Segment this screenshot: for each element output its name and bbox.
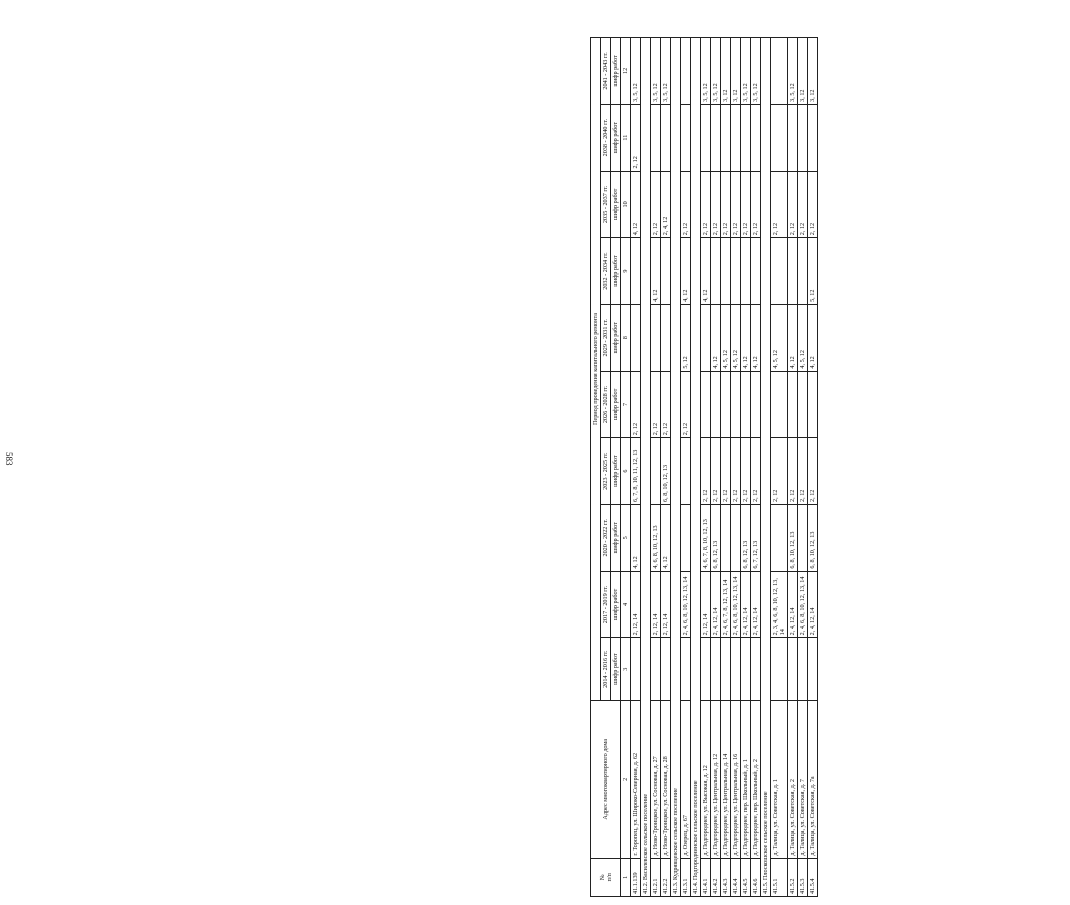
work-code-cell: 2, 12: [788, 171, 798, 238]
work-code-cell: [681, 438, 691, 505]
work-code-cell: 2, 12: [711, 171, 721, 238]
header-column-number: 1: [621, 858, 631, 896]
work-code-cell: 6, 8, 12, 13: [741, 504, 751, 571]
work-code-cell: [808, 104, 818, 171]
header-column-number: 6: [621, 438, 631, 505]
header-column-number: 9: [621, 238, 631, 305]
work-code-cell: 2, 12: [731, 171, 741, 238]
section-title: 41.5. Плоскошское сельское поселение: [761, 38, 771, 897]
header-subheader: шифр работ: [611, 38, 621, 105]
work-code-cell: 3, 12: [731, 38, 741, 105]
section-title: 41.2. Василевское сельское поселение: [641, 38, 651, 897]
table-row: [808, 38, 818, 897]
work-code-cell: [771, 238, 788, 305]
row-address: д. Талица, ул. Советская, д. 2: [788, 700, 798, 858]
header-period: 2035 - 2037 гг.: [601, 171, 611, 238]
work-code-cell: [798, 104, 808, 171]
row-address: г. Торопец, ул. Широко-Северная, д. 62: [631, 700, 641, 858]
work-code-cell: 4, 12: [741, 304, 751, 371]
work-code-cell: 6, 7, 8, 10, 11, 12, 13: [631, 438, 641, 505]
table-row: [731, 38, 741, 897]
work-code-cell: 2, 4, 6, 8, 10, 12, 13, 14: [681, 571, 691, 638]
work-code-cell: 3, 5, 12: [751, 38, 761, 105]
row-number: 41.5.2: [788, 858, 798, 896]
work-code-cell: 6, 8, 10, 12, 13: [788, 504, 798, 571]
row-number: 41.5.1: [771, 858, 788, 896]
row-address: д. Подгороднее, пер. Школьный, д. 1: [741, 700, 751, 858]
rotated-document: [590, 37, 1070, 897]
work-code-cell: 5, 12: [681, 304, 691, 371]
work-code-cell: 2, 12: [741, 438, 751, 505]
page-number: 583: [4, 452, 14, 466]
header-column-number: 2: [621, 700, 631, 858]
work-code-cell: 2, 12: [631, 371, 641, 438]
work-code-cell: 4, 12: [751, 304, 761, 371]
work-code-cell: [701, 104, 711, 171]
work-code-cell: [681, 38, 691, 105]
work-code-cell: [788, 638, 798, 701]
row-address: д. Подгороднее, ул. Центральная, д. 12: [711, 700, 721, 858]
work-code-cell: [681, 504, 691, 571]
row-number: 41.2.2: [661, 858, 671, 896]
table-row: [741, 38, 751, 897]
header-period: 2032 - 2034 гг.: [601, 238, 611, 305]
work-code-cell: 4, 12: [631, 171, 641, 238]
work-code-cell: [798, 504, 808, 571]
work-code-cell: [798, 638, 808, 701]
work-code-cell: [731, 504, 741, 571]
row-address: д. Подгороднее, ул. Центральная, д. 16: [731, 700, 741, 858]
table-row: [721, 38, 731, 897]
work-code-cell: [651, 638, 661, 701]
section-title: 41.3. Кудрявцевское сельское поселение: [671, 38, 681, 897]
work-code-cell: [651, 438, 661, 505]
work-code-cell: 2, 4, 12, 14: [741, 571, 751, 638]
work-code-cell: 2, 12: [721, 438, 731, 505]
work-code-cell: 2, 4, 12, 14: [711, 571, 721, 638]
work-code-cell: 2, 12: [681, 171, 691, 238]
work-code-cell: 4, 5, 12: [721, 304, 731, 371]
header-period: 2026 - 2028 гг.: [601, 371, 611, 438]
work-code-cell: 2, 12: [741, 171, 751, 238]
work-code-cell: [741, 238, 751, 305]
work-code-cell: 2, 12, 14: [631, 571, 641, 638]
work-code-cell: [681, 104, 691, 171]
work-code-cell: [771, 371, 788, 438]
work-code-cell: 2, 12: [808, 438, 818, 505]
header-column-numbers-row: [621, 38, 631, 897]
work-code-cell: 2, 12: [798, 438, 808, 505]
work-code-cell: 2, 12: [651, 371, 661, 438]
work-code-cell: 4, 6, 7, 8, 10, 12, 13: [701, 504, 711, 571]
table-row: [751, 38, 761, 897]
row-number: 41.4.6: [751, 858, 761, 896]
work-code-cell: 2, 12: [711, 438, 721, 505]
work-code-cell: [741, 104, 751, 171]
header-period: 2041 - 2043 гг.: [601, 38, 611, 105]
work-code-cell: [661, 104, 671, 171]
work-code-cell: 3, 5, 12: [741, 38, 751, 105]
row-address: д. Подгороднее, пер. Школьный, д. 2: [751, 700, 761, 858]
header-subheader: шифр работ: [611, 304, 621, 371]
work-code-cell: 3, 5, 12: [631, 38, 641, 105]
work-code-cell: [771, 104, 788, 171]
table-row: [701, 38, 711, 897]
table-row: [651, 38, 661, 897]
work-code-cell: [731, 638, 741, 701]
row-number: 41.3.1: [681, 858, 691, 896]
work-code-cell: [751, 638, 761, 701]
work-code-cell: [661, 304, 671, 371]
work-code-cell: [771, 504, 788, 571]
row-number: 41.4.2: [711, 858, 721, 896]
work-code-cell: 4, 12: [661, 504, 671, 571]
work-code-cell: [788, 371, 798, 438]
work-code-cell: 2, 12: [808, 171, 818, 238]
header-address: Адрес многоквартирного дома: [591, 700, 621, 858]
work-code-cell: [701, 638, 711, 701]
work-code-cell: 3, 5, 12: [651, 38, 661, 105]
work-code-cell: 4, 5, 12: [798, 304, 808, 371]
work-code-cell: 2, 12, 14: [661, 571, 671, 638]
work-code-cell: 3, 12: [721, 38, 731, 105]
table-row: [631, 38, 641, 897]
work-code-cell: [631, 638, 641, 701]
work-code-cell: 2, 12: [771, 171, 788, 238]
work-code-cell: 2, 12: [788, 438, 798, 505]
row-number: 41.4.5: [741, 858, 751, 896]
work-code-cell: [741, 638, 751, 701]
work-code-cell: 6, 8, 10, 12, 13: [808, 504, 818, 571]
work-code-cell: 2, 12: [751, 171, 761, 238]
work-code-cell: 2, 4, 6, 8, 10, 12, 13, 14: [731, 571, 741, 638]
table-row: [788, 38, 798, 897]
work-code-cell: 4, 12: [701, 238, 711, 305]
work-code-cell: [788, 238, 798, 305]
work-code-cell: [721, 238, 731, 305]
work-code-cell: 6, 8, 12, 13: [711, 504, 721, 571]
table-header: [591, 38, 631, 897]
work-code-cell: 4, 12: [788, 304, 798, 371]
work-code-cell: [701, 304, 711, 371]
work-code-cell: [771, 38, 788, 105]
table-row: [771, 38, 788, 897]
work-code-cell: [651, 104, 661, 171]
header-period: 2038 - 2040 гг.: [601, 104, 611, 171]
header-period: 2023 - 2025 гг.: [601, 438, 611, 505]
row-address: д. Ново-Троицкое, ул. Сосновая, д. 28: [661, 700, 671, 858]
row-number: 41.5.4: [808, 858, 818, 896]
work-code-cell: 2, 12: [631, 104, 641, 171]
work-code-cell: 2, 4, 12, 14: [808, 571, 818, 638]
header-period: 2014 - 2016 гг.: [601, 638, 611, 701]
header-period: 2017 - 2019 гг.: [601, 571, 611, 638]
header-subheader: шифр работ: [611, 104, 621, 171]
work-code-cell: 2, 12: [681, 371, 691, 438]
row-number: 41.1.139: [631, 858, 641, 896]
header-subheader: шифр работ: [611, 638, 621, 701]
section-title: 41.4. Подгороднинское сельское поселение: [691, 38, 701, 897]
header-number: № п/п: [591, 858, 621, 896]
header-period-title: Период проведения капитального ремонта: [591, 38, 601, 701]
work-code-cell: [661, 238, 671, 305]
work-code-cell: 2, 12: [751, 438, 761, 505]
row-number: 41.4.4: [731, 858, 741, 896]
header-period: 2020 - 2022 гг.: [601, 504, 611, 571]
work-code-cell: 2, 4, 12, 14: [751, 571, 761, 638]
work-code-cell: 2, 12: [701, 171, 711, 238]
work-code-cell: [751, 371, 761, 438]
work-code-cell: [661, 638, 671, 701]
work-code-cell: [651, 304, 661, 371]
work-code-cell: [711, 371, 721, 438]
work-code-cell: [751, 104, 761, 171]
work-code-cell: 4, 12: [711, 304, 721, 371]
header-column-number: 10: [621, 171, 631, 238]
header-column-number: 7: [621, 371, 631, 438]
work-code-cell: 4, 5, 12: [771, 304, 788, 371]
work-code-cell: 4, 5, 12: [731, 304, 741, 371]
work-code-cell: [701, 371, 711, 438]
row-number: 41.5.3: [798, 858, 808, 896]
row-address: д. Талица, ул. Советская, д. 7а: [808, 700, 818, 858]
row-number: 41.4.3: [721, 858, 731, 896]
work-code-cell: 2, 12: [651, 171, 661, 238]
table-row: [661, 38, 671, 897]
row-number: 41.4.1: [701, 858, 711, 896]
section-row: [691, 38, 701, 897]
section-row: [641, 38, 651, 897]
work-code-cell: 4, 12: [651, 238, 661, 305]
work-code-cell: 4, 6, 8, 10, 12, 13: [651, 504, 661, 571]
work-code-cell: [681, 638, 691, 701]
work-code-cell: [711, 104, 721, 171]
header-column-number: 5: [621, 504, 631, 571]
work-code-cell: 3, 5, 12: [661, 38, 671, 105]
header-subheader: шифр работ: [611, 238, 621, 305]
work-code-cell: 2, 12: [661, 371, 671, 438]
work-code-cell: 2, 4, 6, 7, 8, 12, 13, 14: [721, 571, 731, 638]
header-subheader: шифр работ: [611, 171, 621, 238]
work-code-cell: [808, 638, 818, 701]
row-address: д. Ново-Троицкое, ул. Сосновая, д. 27: [651, 700, 661, 858]
header-column-number: 8: [621, 304, 631, 371]
row-address: д. Подгороднее, ул. Центральная, д. 14: [721, 700, 731, 858]
table-row: [681, 38, 691, 897]
work-code-cell: [771, 638, 788, 701]
header-subheader: шифр работ: [611, 438, 621, 505]
work-code-cell: 5, 12: [808, 238, 818, 305]
capital-repair-table: [590, 37, 818, 897]
header-subheader: шифр работ: [611, 571, 621, 638]
work-code-cell: [808, 371, 818, 438]
work-code-cell: 2, 12, 14: [651, 571, 661, 638]
work-code-cell: 4, 12: [808, 304, 818, 371]
work-code-cell: 6, 8, 10, 12, 13: [661, 438, 671, 505]
work-code-cell: 3, 5, 12: [788, 38, 798, 105]
work-code-cell: 2, 12: [731, 438, 741, 505]
section-row: [671, 38, 681, 897]
work-code-cell: [711, 238, 721, 305]
work-code-cell: 2, 4, 6, 8, 10, 12, 13, 14: [798, 571, 808, 638]
header-subheader: шифр работ: [611, 371, 621, 438]
work-code-cell: 2, 12: [721, 171, 731, 238]
work-code-cell: 2, 12: [701, 438, 711, 505]
work-code-cell: 2, 3, 4, 6, 8, 10, 12, 13, 14: [771, 571, 788, 638]
work-code-cell: [631, 238, 641, 305]
work-code-cell: 2, 4, 12, 14: [788, 571, 798, 638]
table-body: [631, 38, 818, 897]
row-address: д. Озерец, д. 67: [681, 700, 691, 858]
table-row: [711, 38, 721, 897]
header-column-number: 3: [621, 638, 631, 701]
work-code-cell: [731, 238, 741, 305]
row-address: д. Талица, ул. Советская, д. 1: [771, 700, 788, 858]
row-address: д. Талица, ул. Советская, д. 7: [798, 700, 808, 858]
work-code-cell: [798, 238, 808, 305]
work-code-cell: 2, 12: [798, 171, 808, 238]
header-column-number: 4: [621, 571, 631, 638]
work-code-cell: [721, 104, 731, 171]
work-code-cell: [711, 638, 721, 701]
work-code-cell: [788, 104, 798, 171]
work-code-cell: 4, 12: [681, 238, 691, 305]
work-code-cell: [798, 371, 808, 438]
header-period: 2029 - 2031 гг.: [601, 304, 611, 371]
row-number: 41.2.1: [651, 858, 661, 896]
header-subheader: шифр работ: [611, 504, 621, 571]
work-code-cell: 2, 12: [771, 438, 788, 505]
work-code-cell: [631, 304, 641, 371]
work-code-cell: [731, 104, 741, 171]
work-code-cell: [751, 238, 761, 305]
section-row: [761, 38, 771, 897]
work-code-cell: 2, 12, 14: [701, 571, 711, 638]
work-code-cell: [721, 638, 731, 701]
work-code-cell: [741, 371, 751, 438]
work-code-cell: [721, 504, 731, 571]
work-code-cell: [721, 371, 731, 438]
work-code-cell: 3, 5, 12: [701, 38, 711, 105]
work-code-cell: 6, 7, 12, 13: [751, 504, 761, 571]
work-code-cell: 3, 5, 12: [711, 38, 721, 105]
row-address: д. Подгороднее, ул. Высокая, д. 12: [701, 700, 711, 858]
work-code-cell: [731, 371, 741, 438]
work-code-cell: 3, 12: [808, 38, 818, 105]
work-code-cell: 3, 12: [798, 38, 808, 105]
work-code-cell: 4, 12: [631, 504, 641, 571]
table-row: [798, 38, 808, 897]
header-column-number: 11: [621, 104, 631, 171]
work-code-cell: 2, 4, 12: [661, 171, 671, 238]
header-column-number: 12: [621, 38, 631, 105]
